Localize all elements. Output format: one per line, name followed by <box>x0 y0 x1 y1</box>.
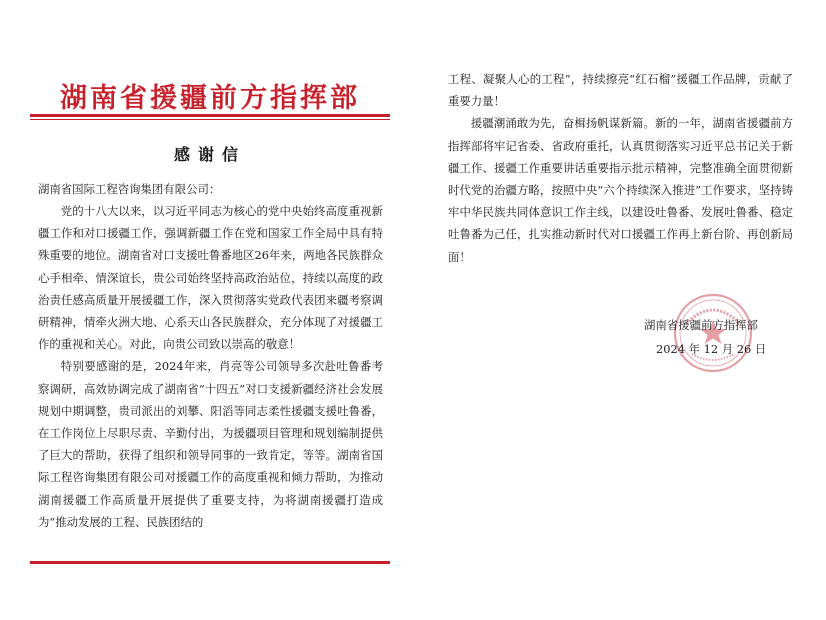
letter-title: 感谢信 <box>173 145 246 164</box>
paragraph: 援疆潮涌敢为先，奋楫扬帆谋新篇。新的一年，湖南省援疆前方指挥部将牢记省委、省政府重托，认真贯彻落实习近平总书记关于新疆工作、援疆工作重要讲话重要指示批示精神，完整准确全面贯彻新时代党的治疆方略，按照中央“六个持续深入推进”工作要求，坚持铸牢中华民族共同体意识工作主线，以建设吐鲁番、发展吐鲁番、稳定吐鲁番为己任，扎实推动新时代对口援疆工作再上新台阶、再创新局面！ <box>448 116 793 264</box>
letterhead-rule-top <box>30 114 390 117</box>
paragraph: 特别要感谢的是，2024年来，肖亮等公司领导多次赴吐鲁番考察调研，高效协调完成了湖南省“十四五”对口支援新疆经济社会发展规划中期调整，贵司派出的刘攀、阳滔等同志柔性援疆支援吐鲁番，在工作岗位上尽职尽责、辛勤付出，为援疆项目管理和规划编制提供了巨大的帮助，获得了组织和领导同事的一致肯定，等等。湖南省国际工程咨询集团有限公司对援疆工作的高度重视和倾力帮助，为推动湖南援疆工作高质量开展提供了重要支持，为将湖南援疆打造成为“推动发展的工程、民族团结的 <box>38 359 383 529</box>
signature-date: 2024 年 12 月 26 日 <box>656 342 767 356</box>
letterhead-rule-bottom <box>30 119 390 120</box>
footer-rule <box>30 561 390 564</box>
letter-body-right <box>448 68 793 268</box>
signature-organization: 湖南省援疆前方指挥部 <box>644 318 758 332</box>
letter-page-right <box>413 0 826 620</box>
letter-body-left <box>38 200 383 533</box>
paragraph-continuation: 工程、凝聚人心的工程”，持续擦亮“红石榴”援疆工作品牌，贡献了重要力量！ <box>448 72 793 109</box>
salutation: 湖南省国际工程咨询集团有限公司： <box>38 182 221 196</box>
official-seal-icon <box>672 292 754 374</box>
letterhead-title: 湖南省援疆前方指挥部 <box>60 83 360 114</box>
paragraph: 党的十八大以来，以习近平同志为核心的党中央始终高度重视新疆工作和对口援疆工作，强调新疆工作在党和国家工作全局中具有特殊重要的地位。湖南省对口支援吐鲁番地区26年来，两地各民族群众心手相牵、情深谊长，贵公司始终坚持高政治站位，持续以高度的政治责任感高质量开展援疆工作，深入贯彻落实党政代表团来疆考察调研精神，情牵火洲大地、心系天山各民族群众，充分体现了对援疆工作的重视和关心。对此，向贵公司致以崇高的敬意！ <box>38 204 383 352</box>
